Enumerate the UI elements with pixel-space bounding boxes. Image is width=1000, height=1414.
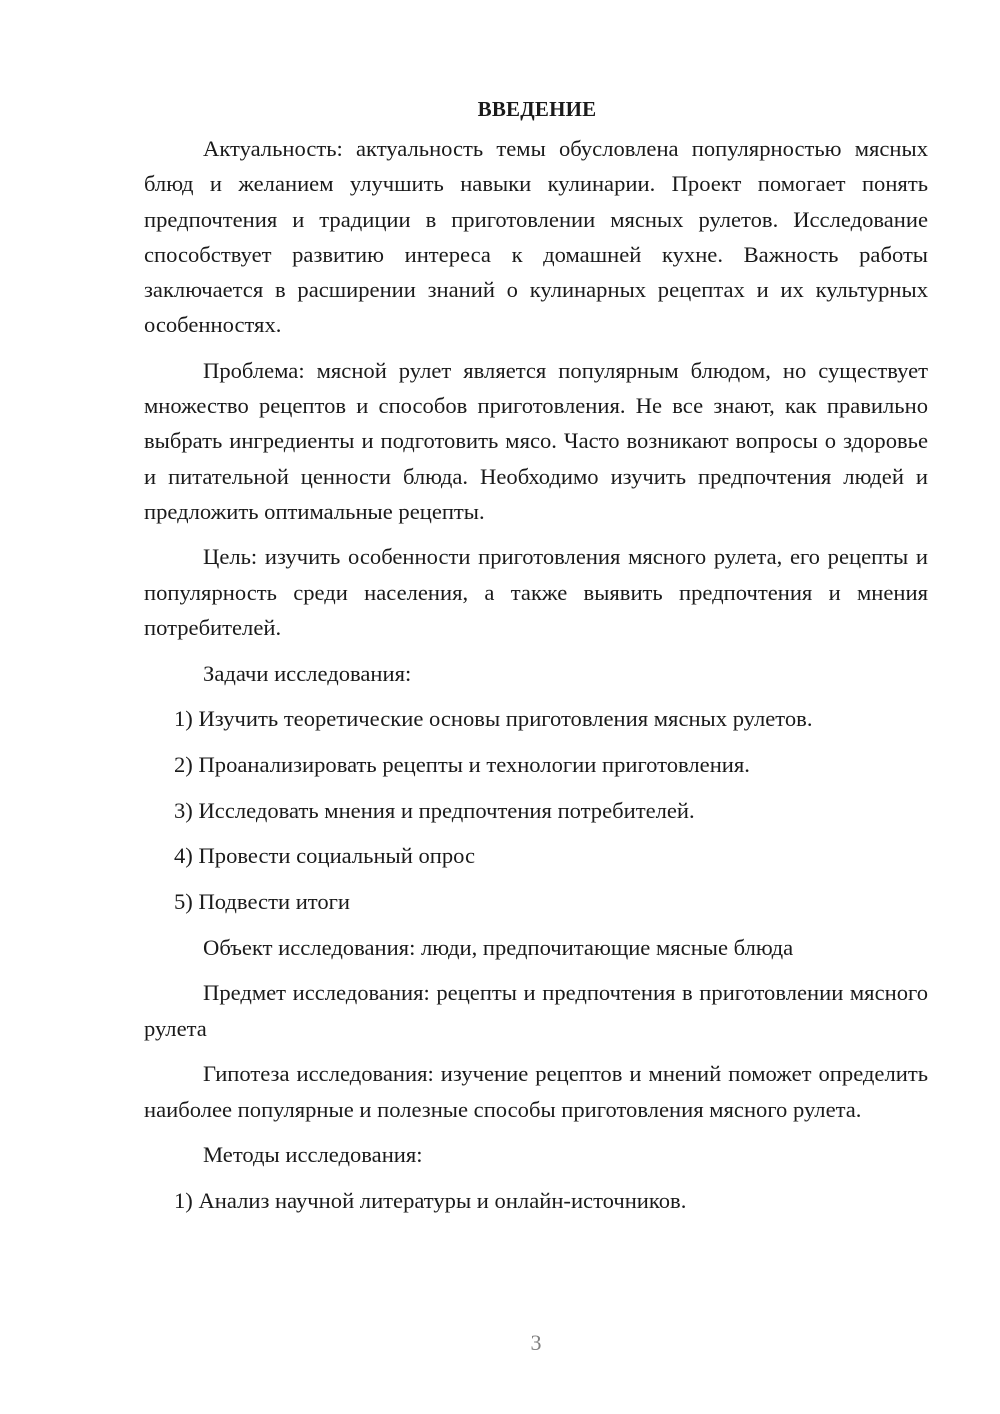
task-item: 1) Изучить теоретические основы приготовления мясных рулетов.: [174, 706, 813, 732]
problem-paragraph: Проблема: мясной рулет является популярным блюдом, но существует множество рецептов и способов приготовления. Не все знают, как правильно выбрать ингредиенты и подготовить мясо. Часто возникают вопросы о здоровье и питательной ценности блюда. Необходимо изучить предпочтения людей и предложить оптимальные рецепты.: [144, 357, 928, 524]
tasks-heading: Задачи исследования:: [203, 660, 412, 686]
task-item: 3) Исследовать мнения и предпочтения потребителей.: [174, 797, 695, 823]
task-item: 2) Проанализировать рецепты и технологии приготовления.: [174, 751, 750, 777]
goal-paragraph: Цель: изучить особенности приготовления мясного рулета, его рецепты и популярность среди населения, а также выявить предпочтения и мнения потребителей.: [144, 544, 928, 640]
relevance-paragraph: Актуальность: актуальность темы обусловлена популярностью мясных блюд и желанием улучшить навыки кулинарии. Проект помогает понять предпочтения и традиции в приготовлении мясных рулетов. Исследование способствует развитию интереса к домашней кухне. Важность работы заключается в расширении знаний о кулинарных рецептах и их культурных особенностях.: [144, 136, 928, 338]
page-content: [144, 92, 928, 1229]
method-item: 1) Анализ научной литературы и онлайн-источников.: [174, 1187, 687, 1213]
page-number: 3: [530, 1330, 542, 1355]
hypothesis-paragraph: Гипотеза исследования: изучение рецептов и мнений поможет определить наиболее популярные и полезные способы приготовления мясного рулета.: [144, 1061, 928, 1122]
section-title: ВВЕДЕНИЕ: [477, 97, 597, 121]
task-item: 4) Провести социальный опрос: [174, 843, 476, 869]
methods-heading: Методы исследования:: [203, 1142, 423, 1168]
subject-paragraph: Предмет исследования: рецепты и предпочтения в приготовлении мясного рулета: [144, 980, 928, 1041]
task-item: 5) Подвести итоги: [174, 889, 351, 915]
object-paragraph: Объект исследования: люди, предпочитающие мясные блюда: [203, 934, 794, 960]
